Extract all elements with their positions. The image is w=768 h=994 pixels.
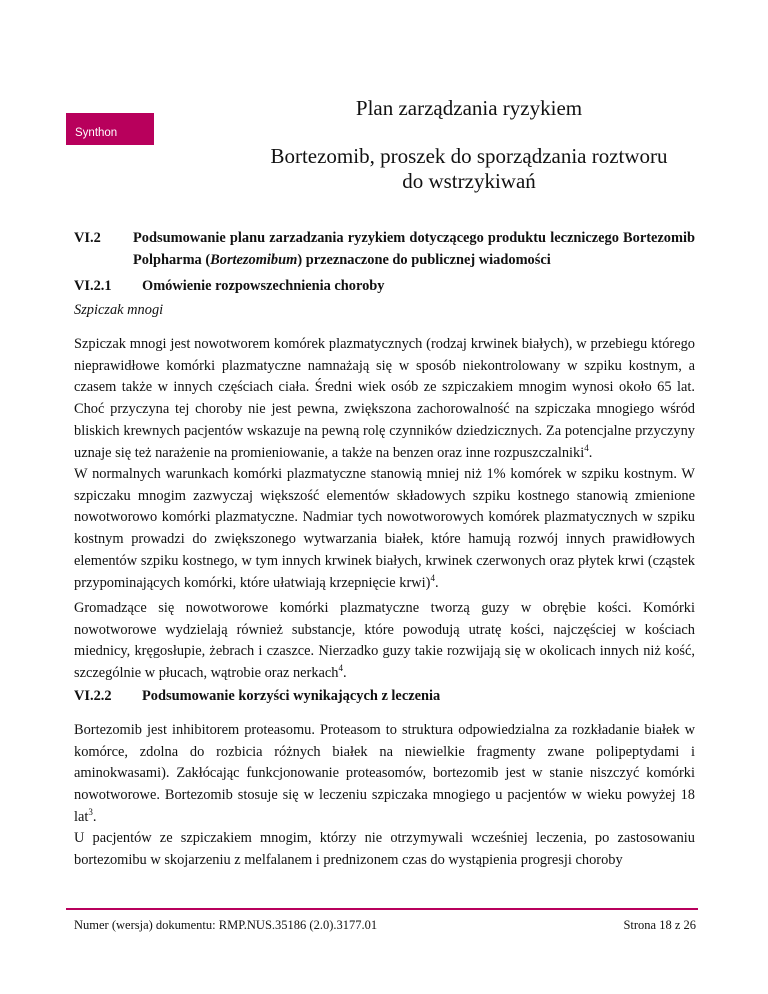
paragraph: W normalnych warunkach komórki plazmatyczne stanowią mniej niż 1% komórek w szpiku kostnym. W szpiczaku mnogim zazwyczaj większość elementów składowych szpiku kostnego stanowią zmienione nowotworowo komórki plazmatyczne. Nadmiar tych nowotworowych komórek plazmatycznych w szpiku kostnym prowadzi do zwiększonego wytwarzania białek, które hamują rozwój innych prawidłowych elementów szpiku kostnego, w tym innych krwinek białych, krwinek czerwonych oraz płytek krwi (cząstek przypominających komórki, które ułatwiają krzepnięcie krwi)$^4$. <box>74 466 695 591</box>
company-logo <box>66 113 154 145</box>
document-title: Plan zarządzania ryzykiem <box>355 96 583 120</box>
subheading: Szpiczak mnogi <box>74 302 164 318</box>
paragraph: Szpiczak mnogi jest nowotworem komórek plazmatycznych (rodzaj krwinek białych), w przebiegu którego nieprawidłowe komórki plazmatyczne namnażają się w sposób niekontrolowany w szpiku kostnym, a czasem także w innych częściach ciała. Średni wiek osób ze szpiczakiem mnogim wynosi około 65 lat. Choć przyczyna tej choroby nie jest pewna, zwiększona zachorowalność na szpiczaka mnogiego wśród bliskich krewnych pacjentów wskazuje na pewną rolę czynników dziedzicznych. Za potencjalne przyczyny uznaje się też narażenie na promieniowanie, a także na benzen oraz inne rozpuszczalniki$^4$. <box>74 336 695 461</box>
document-subtitle-line1: Bortezomib, proszek do sporządzania roztworu <box>270 144 668 168</box>
section-heading-vi21 <box>74 276 695 298</box>
document-subtitle-line2: do wstrzykiwań <box>402 169 536 193</box>
footer-document-number: Numer (wersja) dokumentu: RMP.NUS.35186 (2.0).3177.01 <box>74 918 378 932</box>
footer-page-number: Strona 18 z 26 <box>623 918 696 932</box>
section-heading-vi2 <box>74 228 695 271</box>
logo-text: Synthon <box>75 127 118 139</box>
section-title: Podsumowanie planu zarzadzania ryzykiem dotyczącego produktu leczniczego Bortezomib Polpharma (Bortezomibum) przeznaczone do publicznej wiadomości <box>133 230 695 268</box>
section-title: Podsumowanie korzyści wynikających z leczenia <box>142 688 441 704</box>
paragraph: Bortezomib jest inhibitorem proteasomu. Proteasom to struktura odpowiedzialna za rozkładanie białek w komórce, zdolna do rozbicia różnych białek na niewielkie fragmenty zwane polipeptydami i aminokwasami). Zakłócając funkcjonowanie proteasomów, bortezomib jest w stanie niszczyć komórki nowotworowe. Bortezomib stosuje się w leczeniu szpiczaka mnogiego u pacjentów w wieku powyżej 18 lat$^3$. <box>74 722 695 825</box>
section-heading-vi22 <box>74 686 695 708</box>
footer-divider <box>66 908 698 910</box>
section-number: VI.2.1 <box>74 278 112 294</box>
section-title: Omówienie rozpowszechnienia choroby <box>142 278 385 294</box>
section-number: VI.2.2 <box>74 688 112 704</box>
paragraph: Gromadzące się nowotworowe komórki plazmatyczne tworzą guzy w obrębie kości. Komórki nowotworowe wydzielają również substancje, które powodują utratę kości, najczęściej w kościach miednicy, kręgosłupie, żebrach i czaszce. Nierzadko guzy takie rozwijają się w okolicach innych niż kość, szczególnie w płucach, wątrobie oraz nerkach$^4$. <box>74 600 695 682</box>
section-number: VI.2 <box>74 230 101 246</box>
paragraph: U pacjentów ze szpiczakiem mnogim, którzy nie otrzymywali wcześniej leczenia, po zastosowaniu bortezomibu w skojarzeniu z melfalanem i prednizonem czas do wystąpienia progresji choroby <box>74 830 695 868</box>
